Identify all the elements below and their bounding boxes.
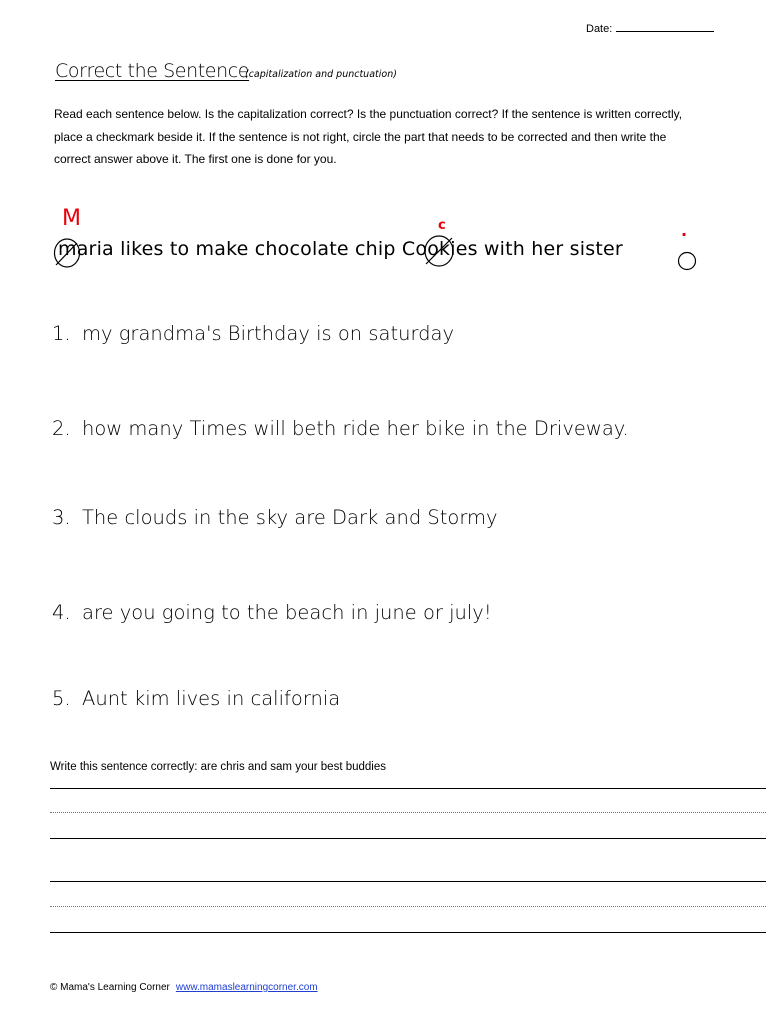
writing-line-midline — [50, 812, 766, 813]
item-text: Aunt kim lives in california — [82, 687, 341, 710]
item-text: how many Times will beth ride her bike in the Driveway. — [82, 417, 629, 440]
item-number: 1. — [52, 322, 71, 345]
correction-lowercase-c: c — [438, 218, 446, 233]
writing-line-base — [50, 932, 766, 933]
date-field — [586, 22, 714, 35]
example-sentence-text: maria likes to make chocolate chip Cookies with her sister — [58, 238, 623, 260]
writing-line-midline — [50, 906, 766, 907]
circle-mark-period — [676, 250, 698, 272]
footer-copyright: © Mama's Learning Corner — [50, 982, 170, 993]
sentence-item-1 — [52, 322, 454, 345]
date-label: Date: — [586, 23, 613, 35]
date-blank-line — [616, 22, 714, 32]
item-number: 4. — [52, 601, 71, 624]
item-number: 5. — [52, 687, 71, 710]
correction-period: . — [681, 221, 688, 240]
item-number: 3. — [52, 506, 71, 529]
sentence-item-3 — [52, 506, 498, 529]
item-text: my grandma's Birthday is on saturday — [82, 322, 454, 345]
item-number: 2. — [52, 417, 71, 440]
example-sentence — [52, 206, 712, 276]
writing-line-top — [50, 881, 766, 882]
item-text: are you going to the beach in june or july! — [82, 601, 492, 624]
writing-line-base — [50, 838, 766, 839]
item-text: The clouds in the sky are Dark and Stormy — [82, 506, 498, 529]
sentence-item-2 — [52, 417, 629, 440]
sentence-item-5 — [52, 687, 340, 710]
worksheet-subtitle: (capitalization and punctuation) — [245, 69, 397, 80]
worksheet-title: Correct the Sentence — [55, 60, 250, 82]
write-prompt: Write this sentence correctly: are chris and sam your best buddies — [50, 761, 386, 773]
circle-mark-m — [52, 236, 82, 270]
circle-mark-c — [422, 233, 456, 269]
instructions: Read each sentence below. Is the capitalization correct? Is the punctuation correct? If the sentence is written correctly, place a checkmark beside it. If the sentence is not right, circle the part that needs to be corrected and then write the correct answer above it. The first one is done for you. — [54, 107, 683, 166]
writing-line-top — [50, 788, 766, 789]
correction-capital-m: M — [62, 206, 81, 231]
sentence-item-4 — [52, 601, 492, 624]
footer — [50, 982, 318, 993]
footer-link[interactable]: www.mamaslearningcorner.com — [175, 982, 318, 993]
